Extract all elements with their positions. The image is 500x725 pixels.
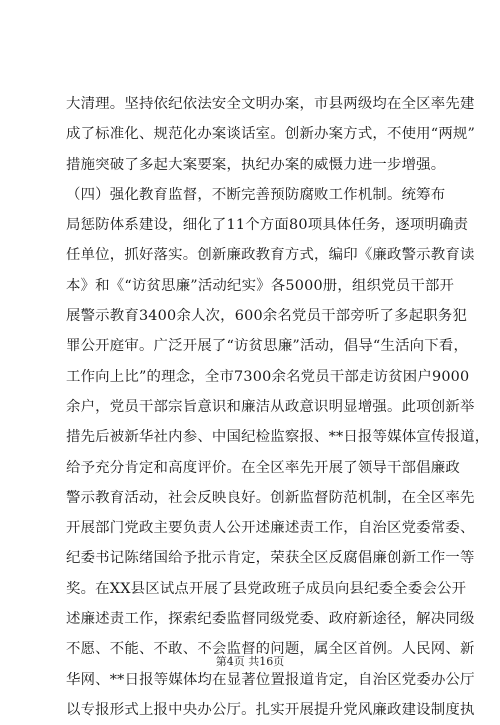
text-line: 以专报形式上报中央办公厅。扎实开展提升党风廉政建设制度执	[66, 701, 475, 718]
text-line: 成了标准化、规范化办案谈话室。创新办案方式，不使用“两规”	[66, 126, 476, 143]
text-line: 给予充分肯定和高度评价。在全区率先开展了领导干部倡廉政	[66, 459, 460, 476]
text-line: 工作向上比”的理念，全市7300余名党员干部走访贫困户9000	[66, 368, 470, 385]
text-line: 开展部门党政主要负责人公开述廉述责工作，自治区党委常委、	[66, 520, 475, 537]
text-line: 华网、**日报等媒体均在显著位置报道肯定，自治区党委办公厅	[66, 671, 475, 688]
text-line: 警示教育活动，社会反映良好。创新监督防范机制，在全区率先	[66, 489, 475, 506]
text-line: 任单位，抓好落实。创新廉政教育方式，编印《廉政警示教育读	[66, 247, 475, 264]
page-number-footer: 第4页 共16页	[215, 655, 285, 668]
text-line: 展警示教育3400余人次，600余名党员干部旁听了多起职务犯	[66, 308, 468, 325]
text-line: 罪公开庭审。广泛开展了“访贫思廉”活动，倡导“生活向下看，	[66, 338, 469, 355]
text-line: 述廉述责工作，探索纪委监督同级党委、政府新途径，解决同级	[66, 611, 475, 628]
text-line: （四）强化教育监督，不断完善预防腐败工作机制。统筹布	[66, 186, 446, 203]
body-text	[66, 89, 490, 725]
text-line: 不愿、不能、不敢、不会监督的问题，属全区首例。人民网、新	[66, 641, 475, 658]
text-line: 局惩防体系建设，细化了11个方面80项具体任务，逐项明确责	[66, 217, 469, 234]
text-line: 奖。在XX县区试点开展了县党政班子成员向县纪委全委会公开	[66, 580, 467, 597]
text-line: 本》和《“访贫思廉”活动纪实》各5000册，组织党员干部开	[66, 277, 455, 294]
text-line: 余户，党员干部宗旨意识和廉洁从政意识明显增强。此项创新举	[66, 398, 475, 415]
text-line: 纪委书记陈绪国给予批示肯定，荣获全区反腐倡廉创新工作一等	[66, 550, 475, 567]
text-line: 大清理。坚持依纪依法安全文明办案，市县两级均在全区率先建	[66, 96, 475, 112]
text-line: 措施突破了多起大案要案，执纪办案的威慑力进一步增强。	[66, 156, 446, 173]
text-line: 措先后被新华社内参、中国纪检监察报、**日报等媒体宣传报道，	[66, 429, 490, 446]
